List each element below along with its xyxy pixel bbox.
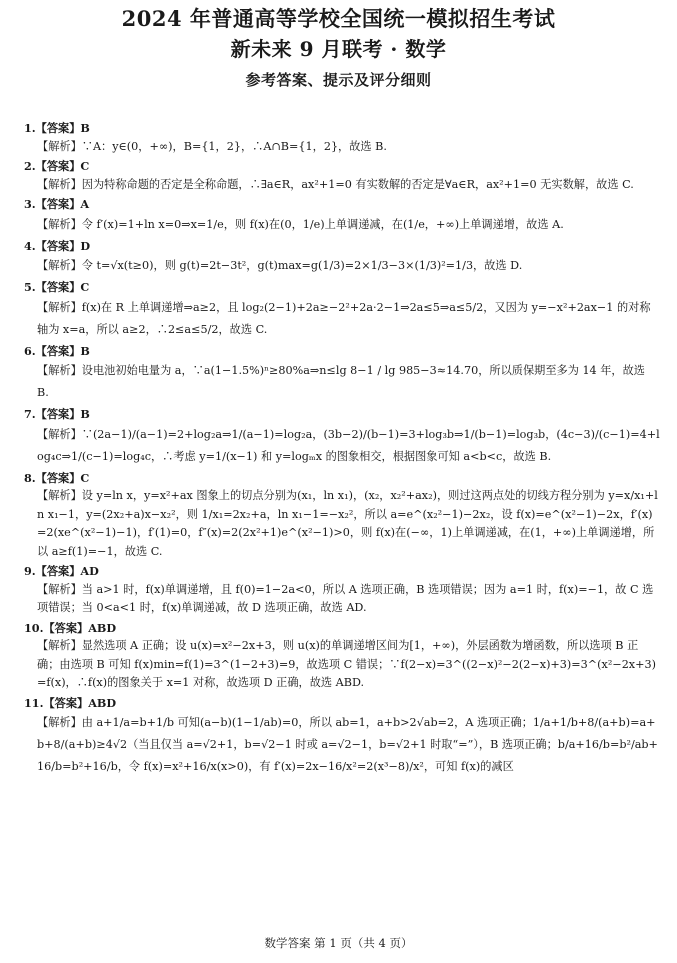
answer-line: 2.【答案】C xyxy=(24,159,90,173)
analysis-text: 【解析】当 a>1 时，f(x)单调递增，且 f(0)=1−2a<0，所以 A 选项正确，B 选项错误；因为 a=1 时，f(x)=−1，故 C 选项错误；当 0<a<1 时，f(x)单调递减，故 D 选项正确，故选 AD. xyxy=(37,582,654,614)
answer-line: 10.【答案】ABD xyxy=(24,620,117,635)
answer-line: 1.【答案】B xyxy=(24,121,90,135)
answer-line: 11.【答案】ABD xyxy=(24,695,117,710)
answer-line: 5.【答案】C xyxy=(24,280,90,294)
analysis-text: 【解析】∵(2a−1)/(a−1)=2+log₂a⇒1/(a−1)=log₂a，(3b−2)/(b−1)=3+log₃b⇒1/(b−1)=log₃b，(4c−3)/(c−1)=4+log₄c⇒1/(c−1)=log₄c，∴考虑 y=1/(x−1) 和 y=logₘx 的图象相交，根据图象可知 a<b<c，故选 B. xyxy=(37,427,660,463)
question-4 xyxy=(24,237,660,278)
page-title: 2024 年普通高等学校全国统一模拟招生考试 xyxy=(121,6,556,31)
question-10 xyxy=(24,619,660,693)
question-7 xyxy=(24,405,660,468)
answer-line: 3.【答案】A xyxy=(24,197,90,211)
question-1 xyxy=(24,119,660,156)
question-9 xyxy=(24,562,660,618)
question-5 xyxy=(24,278,660,341)
question-8 xyxy=(24,469,660,562)
question-2 xyxy=(24,157,660,194)
analysis-text: 【解析】f(x)在 R 上单调递增⇒a≥2，且 log₂(2−1)+2a≥−2²+2a·2−1⇒2a≤5⇒a≤5/2，又因为 y=−x²+2ax−1 的对称轴为 x=a，所以 a≥2，∴2≤a≤5/2，故选 C. xyxy=(37,300,651,336)
analysis-text: 【解析】显然选项 A 正确；设 u(x)=x²−2x+3，则 u(x)的单调递增区间为[1，+∞)，外层函数为增函数，所以选项 B 正确；由选项 B 可知 f(x)min=f(1)=3^(1−2+3)=9，故选项 C 错误；∵f(2−x)=3^((2−x)²−2(2−x)+3)=3^(x²−2x+3)=f(x)，∴f(x)的图象关于 x=1 对称，故选项 D 正确，故选 ABD. xyxy=(37,639,656,689)
analysis-text: 【解析】设电池初始电量为 a，∵a(1−1.5%)ⁿ≥80%a⇒n≤lg 8−1 / lg 985−3≈14.70，所以质保期至多为 14 年，故选 B. xyxy=(37,364,645,399)
analysis-text: 【解析】令 t=√x(t≥0)，则 g(t)=2t−3t²，g(t)max=g(1/3)=2×1/3−3×(1/3)²=1/3，故选 D. xyxy=(37,259,523,272)
answer-line: 7.【答案】B xyxy=(24,407,90,421)
answer-line: 6.【答案】B xyxy=(24,343,90,358)
analysis-text: 【解析】因为特称命题的否定是全称命题，∴∃a∈R，ax²+1=0 有实数解的否定是∀a∈R，ax²+1=0 无实数解，故选 C. xyxy=(37,177,634,191)
question-11 xyxy=(24,694,660,779)
answer-line: 8.【答案】C xyxy=(24,470,90,485)
analysis-text: 【解析】设 y=ln x，y=x²+ax 图象上的切点分别为(x₁，ln x₁)，(x₂，x₂²+ax₂)，则过这两点处的切线方程分别为 y=x/x₁+ln x₁−1，y=(2x₂+a)x−x₂²，则 1/x₁=2x₂+a，ln x₁−1=−x₂²，所以 a=e^(x₂²−1)−2x₂，设 f(x)=e^(x²−1)−2x，f′(x)=2(xe^(x²−1)−1)，f′(1)=0，f″(x)=2(2x²+1)e^(x²−1)>0，则 f(x)在(−∞，1)上单调递减，在(1，+∞)上单调递增，所以 a≥f(1)=−1，故选 C. xyxy=(37,489,658,558)
answer-line: 9.【答案】AD xyxy=(24,564,99,578)
section-heading: 参考答案、提示及评分细则 xyxy=(245,71,432,89)
question-6 xyxy=(24,342,660,405)
analysis-text: 【解析】令 f′(x)=1+ln x=0⇒x=1/e，则 f(x)在(0，1/e)上单调递减，在(1/e，+∞)上单调递增，故选 A. xyxy=(37,217,564,231)
page-footer: 数学答案 第 1 页（共 4 页） xyxy=(264,936,413,950)
page-subtitle: 新未来 9 月联考 · 数学 xyxy=(230,37,447,61)
answer-line: 4.【答案】D xyxy=(24,238,91,253)
analysis-text: 【解析】∵A：y∈(0，+∞)，B={1，2}，∴A∩B={1，2}，故选 B. xyxy=(37,139,387,153)
answers-list xyxy=(24,118,660,778)
question-3 xyxy=(24,195,660,236)
analysis-text: 【解析】由 a+1/a=b+1/b 可知(a−b)(1−1/ab)=0，所以 ab=1，a+b>2√ab=2，A 选项正确；1/a+1/b+8/(a+b)=a+b+8/(a+b)≥4√2（当且仅当 a=√2+1，b=√2−1 时或 a=√2−1，b=√2+1 时取“=”），B 选项正确；b/a+16/b=b²/ab+16/b=b²+16/b，令 f(x)=x²+16/x(x>0)，有 f′(x)=2x−16/x²=2(x³−8)/x²，可知 f(x)的减区 xyxy=(37,716,658,773)
